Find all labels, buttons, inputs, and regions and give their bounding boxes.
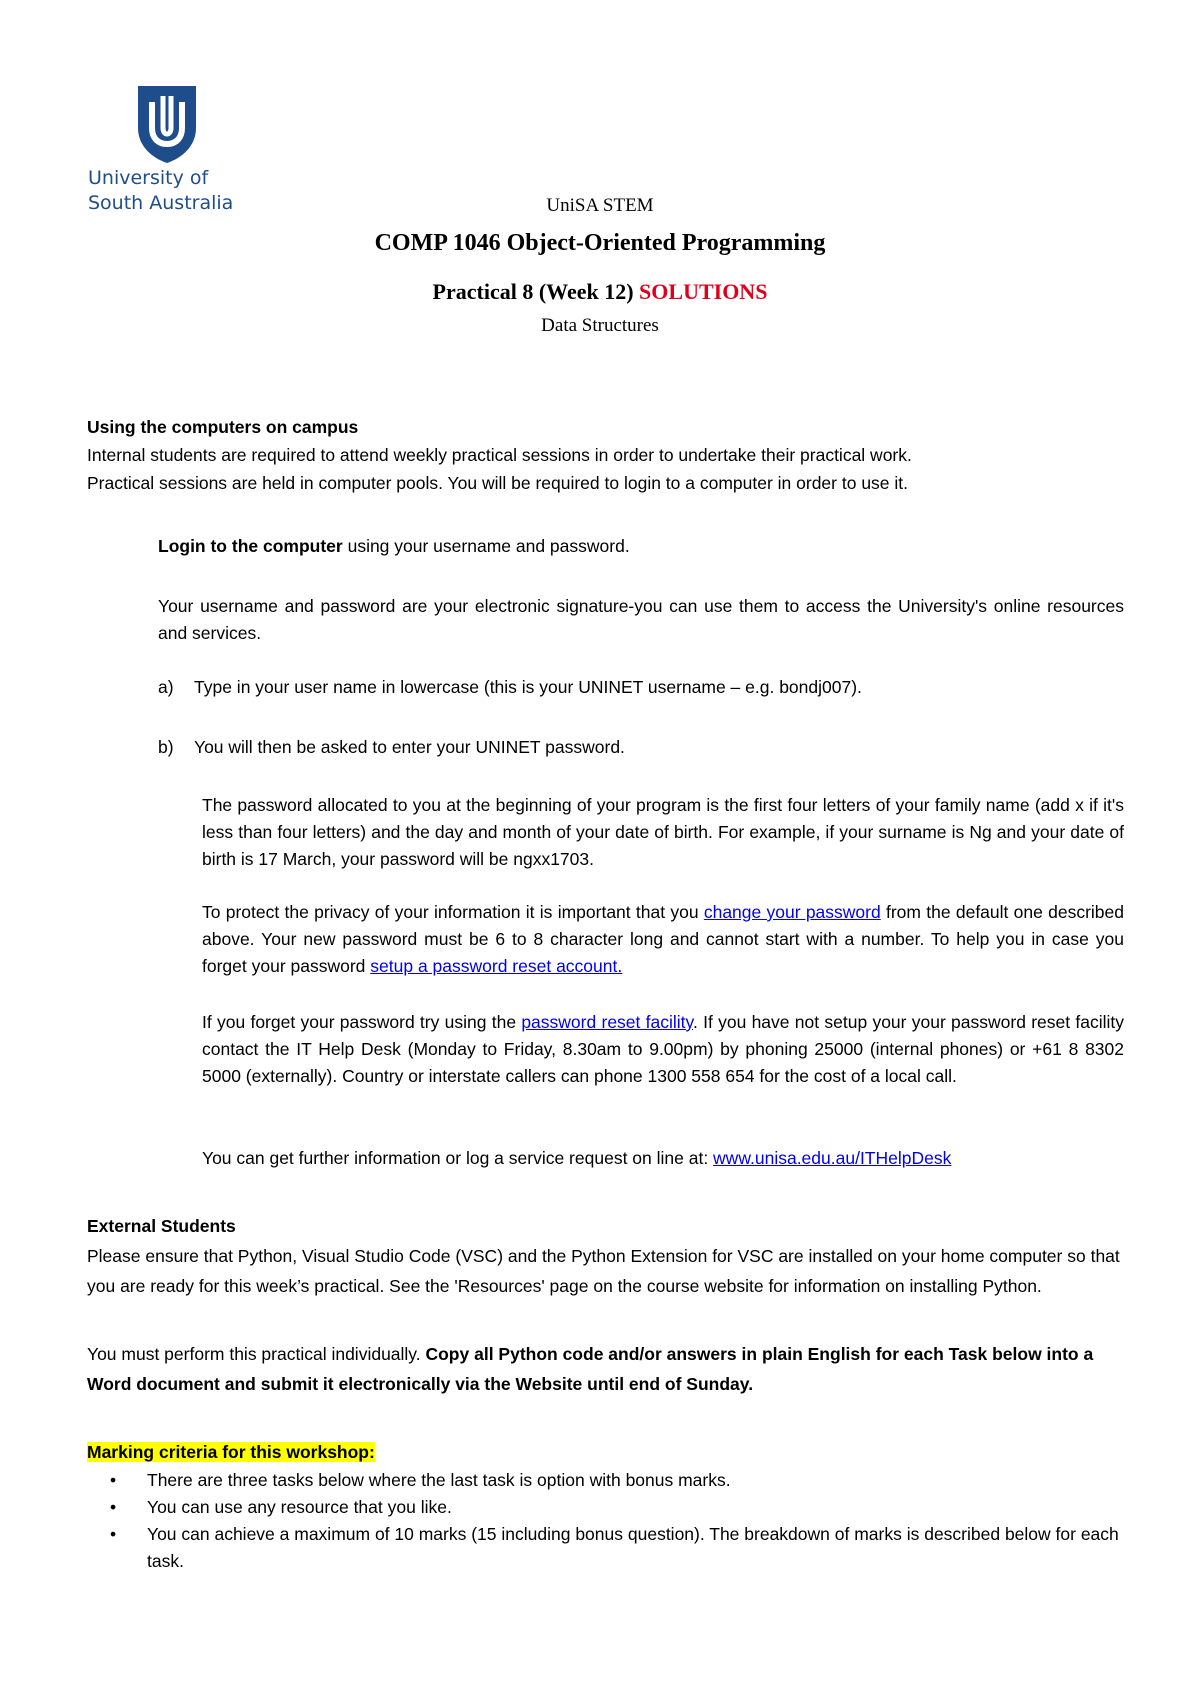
practical-subject: Data Structures bbox=[541, 315, 659, 336]
step-b-text: You will then be asked to enter your UNINET password. bbox=[194, 737, 625, 757]
privacy-part-2: from the default one described above. Your new password must be 6 to 8 character long and cannot start with a number. To help you in case you forget your password bbox=[202, 902, 1124, 976]
external-paragraph: Please ensure that Python, Visual Studio Code (VSC) and the Python Extension for VSC are installed on your home computer so that you are ready for this week’s practical. See the 'Resources' page on the course website for information on installing Python. bbox=[87, 1246, 1120, 1296]
further-info-text bbox=[202, 1145, 1124, 1172]
list-item: • You can use any resource that you like. bbox=[87, 1494, 1123, 1521]
unisa-shield-icon bbox=[136, 84, 198, 164]
login-bold: Login to the computer bbox=[158, 536, 343, 556]
marking-criteria-list bbox=[87, 1467, 1123, 1575]
logo-line-1: University of bbox=[88, 167, 209, 189]
practical-label: Practical 8 (Week 12) bbox=[432, 279, 634, 304]
privacy-part-1: To protect the privacy of your information it is important that you bbox=[202, 902, 704, 922]
external-heading: External Students bbox=[87, 1216, 236, 1236]
step-a bbox=[158, 674, 1124, 701]
privacy-text bbox=[202, 899, 1124, 980]
login-instruction bbox=[158, 533, 1124, 560]
signature-text: Your username and password are your electronic signature-you can use them to access the University's online resources and services. bbox=[158, 596, 1124, 643]
list-item: • There are three tasks below where the last task is option with bonus marks. bbox=[87, 1467, 1123, 1494]
practical-title bbox=[0, 279, 1200, 305]
solutions-label: SOLUTIONS bbox=[639, 279, 768, 304]
password-default-text: The password allocated to you at the beginning of your program is the first four letters of your family name (add x if it's less than four letters) and the day and month of your date of birth. For example, if your surname is Ng and your date of birth is 17 March, your password will be ngxx1703. bbox=[202, 795, 1124, 869]
marking-heading-row bbox=[87, 1439, 1123, 1466]
forget-password-text bbox=[202, 1009, 1124, 1090]
computers-heading: Using the computers on campus bbox=[87, 417, 359, 437]
course-title: COMP 1046 Object-Oriented Programming bbox=[374, 230, 826, 256]
step-a-text: Type in your user name in lowercase (this is your UNINET username – e.g. bondj007). bbox=[194, 677, 862, 697]
list-item: • You can achieve a maximum of 10 marks (15 including bonus question). The breakdown of marks is described below for each task. bbox=[87, 1521, 1123, 1575]
step-b-label: b) bbox=[158, 737, 174, 757]
faculty-name: UniSA STEM bbox=[546, 195, 654, 216]
computers-line-2: Practical sessions are held in computer pools. You will be required to login to a computer in order to use it. bbox=[87, 473, 909, 493]
individual-bold-text: Copy all Python code and/or answers in plain English for each Task below into a Word document and submit it electronically via the Website until end of Sunday. bbox=[87, 1344, 1094, 1394]
password-reset-facility-link[interactable]: password reset facility bbox=[521, 1012, 693, 1032]
forget-part-2: . If you have not setup your your password reset facility contact the IT Help Desk (Monday to Friday, 8.30am to 9.00pm) by phoning 25000 (internal phones) or +61 8 8302 5000 (externally). Country or interstate callers can phone 1300 558 654 for the cost of a local call. bbox=[202, 1012, 1124, 1086]
step-b bbox=[158, 734, 1124, 761]
forget-part-1: If you forget your password try using the bbox=[202, 1012, 522, 1032]
it-helpdesk-link[interactable]: www.unisa.edu.au/ITHelpDesk bbox=[713, 1148, 952, 1168]
individual-text: You must perform this practical individually. bbox=[87, 1344, 426, 1364]
change-password-link[interactable]: change your password bbox=[703, 902, 881, 922]
individual-instruction bbox=[87, 1339, 1123, 1399]
password-reset-account-link[interactable]: setup a password reset account. bbox=[370, 956, 623, 976]
logo-line-2: South Australia bbox=[88, 192, 234, 214]
computers-line-1: Internal students are required to attend weekly practical sessions in order to undertake their practical work. bbox=[87, 445, 912, 465]
step-a-label: a) bbox=[158, 677, 174, 697]
login-rest: using your username and password. bbox=[342, 536, 630, 556]
further-part-1: You can get further information or log a service request on line at: bbox=[202, 1148, 714, 1168]
marking-heading: Marking criteria for this workshop: bbox=[87, 1442, 375, 1462]
